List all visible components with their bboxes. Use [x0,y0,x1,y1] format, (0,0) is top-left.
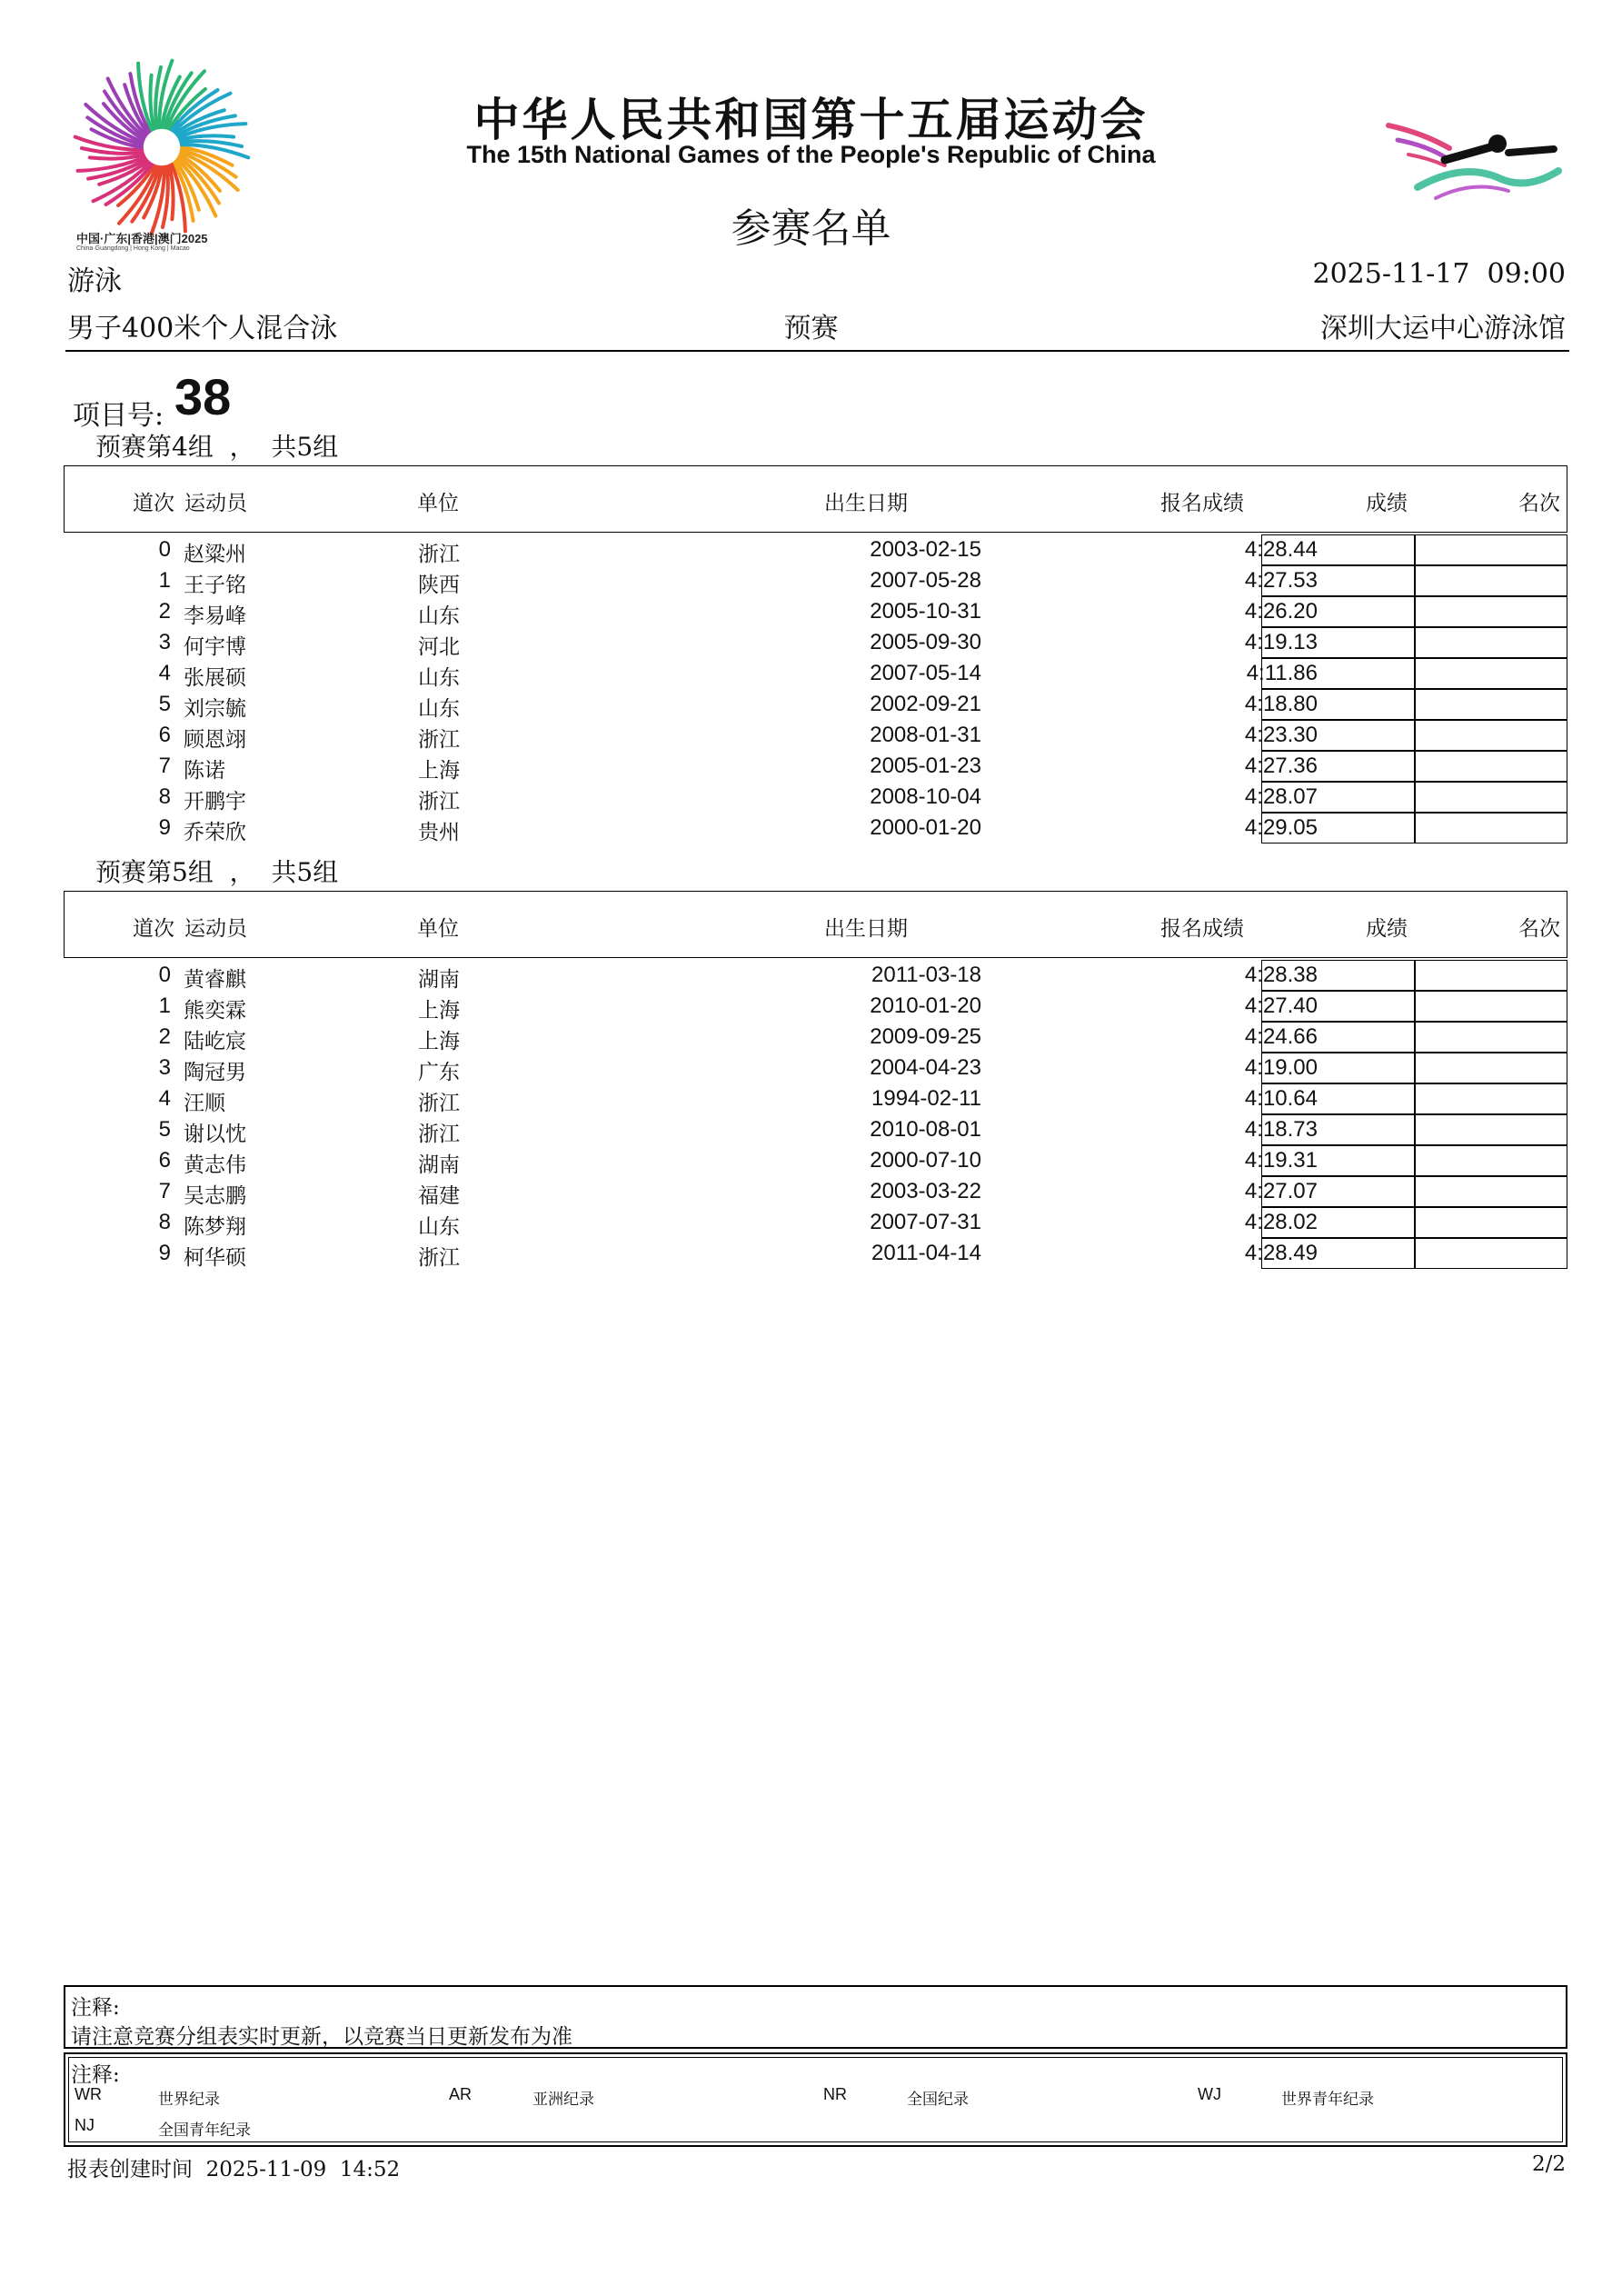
lane-number: 4 [158,661,171,685]
athlete-dob: 2005-09-30 [870,630,981,654]
page-number: 2/2 [1531,2152,1566,2176]
record-abbr: WJ [1198,2085,1221,2103]
athlete-unit: 陕西 [418,574,460,597]
athlete-dob: 1994-02-11 [871,1086,981,1111]
lane-number: 7 [158,754,171,778]
athlete-name: 乔荣欣 [184,821,246,844]
athlete-unit: 浙江 [418,543,460,566]
result-cell [1261,813,1416,844]
athlete-name: 赵粱州 [184,543,246,566]
result-cell [1261,1145,1416,1176]
notes-box-2 [64,2052,1567,2147]
col-seed-header: 报名成绩 [1160,492,1244,515]
venue-name: 深圳大运中心游泳馆 [1320,313,1566,344]
table-row [64,534,1567,565]
table-row [64,1083,1567,1114]
rank-cell [1414,1053,1567,1083]
record-desc: 世界纪录 [158,2091,220,2109]
table-row [64,782,1567,813]
title-chinese: 中华人民共和国第十五届运动会 [473,94,1149,146]
athlete-unit: 浙江 [418,728,460,752]
result-cell [1261,1053,1416,1083]
athlete-dob: 2007-05-14 [870,661,981,685]
seed-time: 4:28.38 [1244,963,1318,987]
seed-time: 4:26.20 [1244,599,1318,624]
rank-cell [1414,658,1567,689]
seed-time: 4:23.30 [1244,723,1318,747]
athlete-name: 开鹏宇 [184,790,246,814]
athlete-name: 柯华硕 [184,1246,246,1270]
notes-label-1: 注释: [71,1996,120,2020]
result-cell [1261,720,1416,751]
rank-cell [1414,1083,1567,1114]
rank-cell [1414,689,1567,720]
sport-name: 游泳 [67,265,122,297]
rank-cell [1414,565,1567,596]
title-english: The 15th National Games of the People's Republic of China [466,141,1156,168]
athlete-dob: 2000-07-10 [870,1148,981,1173]
heat-label: 预赛第4组 ， 共5组 [95,432,339,462]
lane-number: 9 [158,1241,171,1265]
table-row [64,720,1567,751]
table-header [64,891,1567,958]
event-number-value: 38 [174,368,232,425]
rank-cell [1414,751,1567,782]
athlete-dob: 2009-09-25 [870,1024,981,1049]
record-desc: 全国青年纪录 [158,2121,251,2140]
lane-number: 6 [158,1148,171,1173]
lane-number: 2 [158,599,171,624]
athlete-name: 李易峰 [184,604,246,628]
rank-cell [1414,1176,1567,1207]
athlete-name: 陈梦翔 [184,1215,246,1239]
athlete-name: 熊奕霖 [184,999,246,1023]
result-cell [1261,627,1416,658]
rank-cell [1414,1207,1567,1238]
rank-cell [1414,1145,1567,1176]
athlete-unit: 山东 [418,604,460,628]
col-dob-header: 出生日期 [824,917,908,941]
notes-text-1: 请注意竞赛分组表实时更新，以竞赛当日更新发布为准 [71,2025,572,2049]
table-row [64,1053,1567,1083]
lane-number: 3 [158,630,171,654]
lane-number: 0 [158,963,171,987]
col-result-header: 成绩 [1366,492,1408,515]
seed-time: 4:19.31 [1244,1148,1318,1173]
col-result-header: 成绩 [1366,917,1408,941]
col-lane-header: 道次 [133,917,174,941]
col-seed-header: 报名成绩 [1160,917,1244,941]
seed-time: 4:27.53 [1244,568,1318,593]
rank-cell [1414,627,1567,658]
col-athlete-header: 运动员 [184,492,247,515]
heat-label: 预赛第5组 ， 共5组 [95,857,339,887]
seed-time: 4:11.86 [1246,661,1318,685]
seed-time: 4:28.44 [1244,537,1318,562]
col-unit-header: 单位 [417,492,459,515]
table-row [64,689,1567,720]
seed-time: 4:10.64 [1244,1086,1318,1111]
athlete-dob: 2000-01-20 [870,815,981,840]
result-cell [1261,1238,1416,1269]
table-row [64,565,1567,596]
seed-time: 4:24.66 [1244,1024,1318,1049]
record-abbr: WR [75,2085,102,2103]
table-row [64,1238,1567,1269]
athlete-dob: 2003-03-22 [870,1179,981,1203]
athlete-unit: 湖南 [418,1153,460,1177]
athlete-unit: 浙江 [418,790,460,814]
lane-number: 7 [158,1179,171,1203]
col-athlete-header: 运动员 [184,917,247,941]
athlete-dob: 2008-01-31 [870,723,981,747]
seed-time: 4:19.13 [1244,630,1318,654]
event-name: 男子400米个人混合泳 [67,313,338,344]
athlete-name: 顾恩翊 [184,728,246,752]
athlete-unit: 福建 [418,1184,460,1208]
athlete-unit: 山东 [418,697,460,721]
lane-number: 3 [158,1055,171,1080]
record-desc: 全国纪录 [907,2091,969,2109]
table-row [64,1207,1567,1238]
athlete-unit: 浙江 [418,1123,460,1146]
notes-label-2: 注释: [71,2063,120,2087]
table-row [64,596,1567,627]
rank-cell [1414,813,1567,844]
event-number-label: 项目号: [73,400,164,432]
record-abbr: NR [823,2085,847,2103]
rank-cell [1414,1022,1567,1053]
athlete-dob: 2003-02-15 [870,537,981,562]
lane-number: 9 [158,815,171,840]
table-row [64,1022,1567,1053]
logo-text: 中国·广东|香港|澳门2025 [76,232,208,245]
result-cell [1261,1207,1416,1238]
seed-time: 4:19.00 [1244,1055,1318,1080]
rank-cell [1414,1238,1567,1269]
rank-cell [1414,1114,1567,1145]
table-row [64,658,1567,689]
table-row [64,627,1567,658]
athlete-unit: 山东 [418,666,460,690]
athlete-unit: 浙江 [418,1092,460,1115]
round-name: 预赛 [783,313,839,344]
rank-cell [1414,960,1567,991]
record-abbr: AR [449,2085,473,2103]
athlete-unit: 广东 [418,1061,460,1084]
athlete-name: 陆屹宸 [184,1030,246,1053]
athlete-unit: 贵州 [418,821,460,844]
athlete-dob: 2011-04-14 [871,1241,981,1265]
table-row [64,751,1567,782]
lane-number: 6 [158,723,171,747]
athlete-unit: 上海 [418,1030,460,1053]
result-cell [1261,1022,1416,1053]
lane-number: 1 [158,568,171,593]
rank-cell [1414,720,1567,751]
athlete-name: 汪顺 [184,1092,225,1115]
seed-time: 4:29.05 [1244,815,1318,840]
rank-cell [1414,596,1567,627]
col-dob-header: 出生日期 [824,492,908,515]
lane-number: 1 [158,993,171,1018]
athlete-name: 刘宗毓 [184,697,246,721]
athlete-unit: 山东 [418,1215,460,1239]
lane-number: 4 [158,1086,171,1111]
result-cell [1261,689,1416,720]
athlete-dob: 2004-04-23 [870,1055,981,1080]
lane-number: 8 [158,1210,171,1234]
result-cell [1261,1176,1416,1207]
athlete-dob: 2005-01-23 [870,754,981,778]
seed-time: 4:28.07 [1244,784,1318,809]
athlete-dob: 2005-10-31 [870,599,981,624]
athlete-dob: 2010-01-20 [870,993,981,1018]
result-cell [1261,782,1416,813]
athlete-unit: 上海 [418,759,460,783]
event-datetime: 2025-11-17 09:00 [1312,258,1566,290]
athlete-name: 谢以忱 [184,1123,246,1146]
record-abbr: NJ [75,2116,95,2134]
result-cell [1261,658,1416,689]
document-title: 参赛名单 [731,205,891,252]
notes-box-1 [64,1985,1567,2049]
seed-time: 4:18.73 [1244,1117,1318,1142]
seed-time: 4:27.40 [1244,993,1318,1018]
result-cell [1261,960,1416,991]
rank-cell [1414,534,1567,565]
result-cell [1261,1114,1416,1145]
col-lane-header: 道次 [133,492,174,515]
table-row [64,1176,1567,1207]
seed-time: 4:18.80 [1244,692,1318,716]
seed-time: 4:28.49 [1244,1241,1318,1265]
athlete-unit: 浙江 [418,1246,460,1270]
lane-number: 5 [158,1117,171,1142]
athlete-name: 黄睿麒 [184,968,246,992]
result-cell [1261,751,1416,782]
athlete-name: 吴志鹏 [184,1184,246,1208]
table-row [64,960,1567,991]
result-cell [1261,565,1416,596]
athlete-name: 王子铭 [184,574,246,597]
header-divider [65,350,1569,352]
col-unit-header: 单位 [417,917,459,941]
col-rank-header: 名次 [1518,917,1560,941]
table-row [64,1114,1567,1145]
athlete-dob: 2007-05-28 [870,568,981,593]
athlete-dob: 2008-10-04 [870,784,981,809]
result-cell [1261,1083,1416,1114]
record-desc: 亚洲纪录 [532,2091,594,2109]
record-desc: 世界青年纪录 [1281,2091,1374,2109]
table-row [64,813,1567,844]
lane-number: 5 [158,692,171,716]
athlete-dob: 2010-08-01 [870,1117,981,1142]
athlete-name: 陈诺 [184,759,225,783]
athlete-dob: 2007-07-31 [870,1210,981,1234]
seed-time: 4:27.36 [1244,754,1318,778]
table-row [64,1145,1567,1176]
result-cell [1261,596,1416,627]
seed-time: 4:27.07 [1244,1179,1318,1203]
athlete-unit: 上海 [418,999,460,1023]
logo-subtext: China·Guangdong | Hong Kong | Macao [76,245,190,252]
athlete-name: 陶冠男 [184,1061,246,1084]
athlete-unit: 湖南 [418,968,460,992]
rank-cell [1414,991,1567,1022]
athlete-dob: 2002-09-21 [870,692,981,716]
athlete-dob: 2011-03-18 [871,963,981,987]
lane-number: 2 [158,1024,171,1049]
col-rank-header: 名次 [1518,492,1560,515]
table-row [64,991,1567,1022]
seed-time: 4:28.02 [1244,1210,1318,1234]
lane-number: 8 [158,784,171,809]
result-cell [1261,991,1416,1022]
report-created-time: 报表创建时间 2025-11-09 14:52 [67,2158,401,2181]
athlete-unit: 河北 [418,635,460,659]
athlete-name: 张展硕 [184,666,246,690]
athlete-name: 何宇博 [184,635,246,659]
result-cell [1261,534,1416,565]
lane-number: 0 [158,537,171,562]
athlete-name: 黄志伟 [184,1153,246,1177]
table-header [64,465,1567,533]
rank-cell [1414,782,1567,813]
